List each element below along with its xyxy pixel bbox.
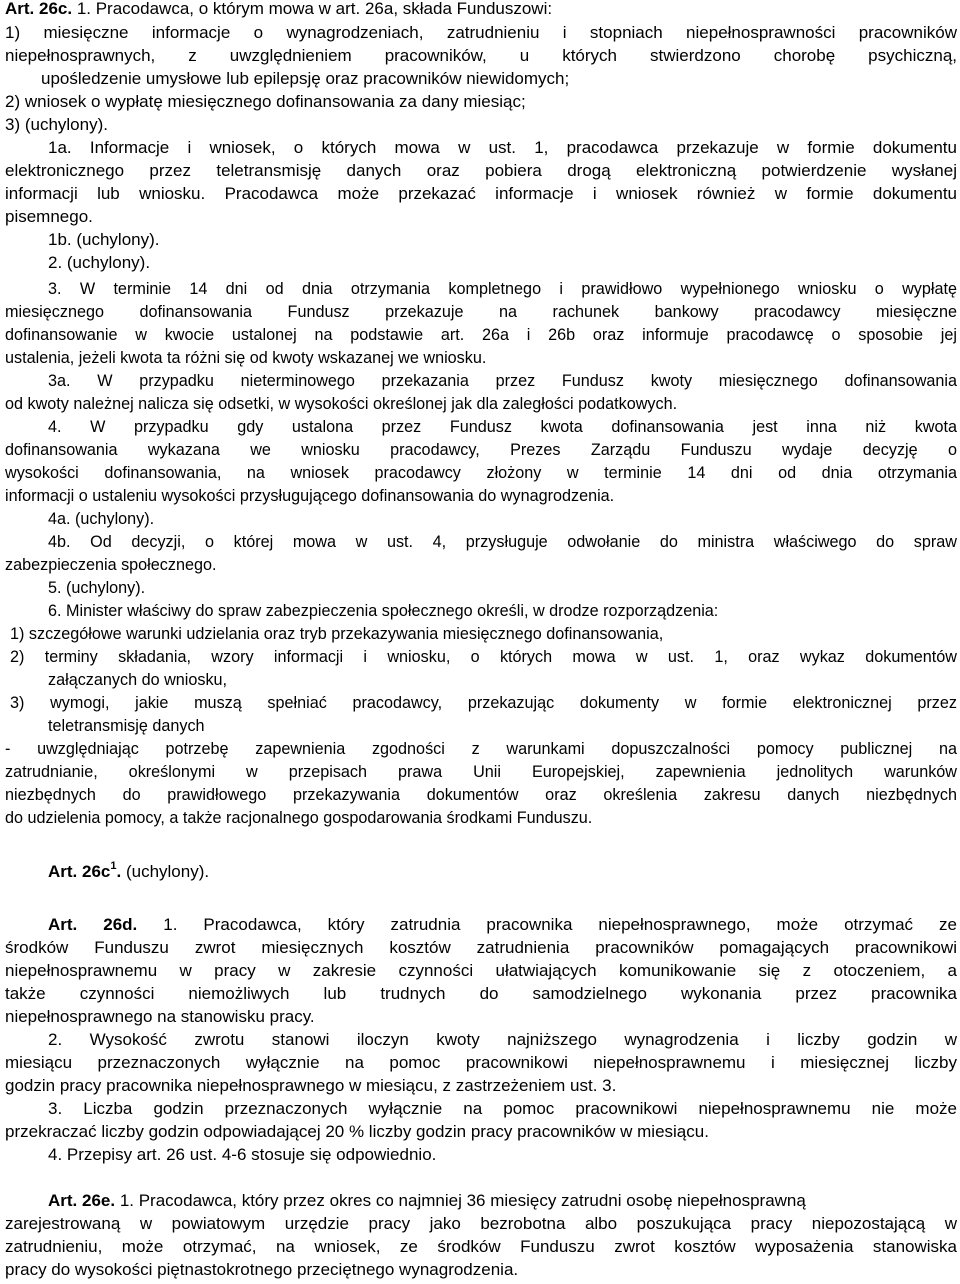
text-line: pracy do wysokości piętnastokrotnego przeciętnego wynagrodzenia.: [5, 1260, 519, 1279]
text-line: informacji o ustaleniu wysokości przysługującego dofinansowania do wynagrodzenia.: [5, 487, 615, 505]
text-line: 4a. (uchylony).: [48, 510, 155, 528]
text-line: niezbędnych do prawidłowego przekazywania dokumentów oraz określenia zakresu danych niezbędnych: [5, 786, 957, 804]
text-line: środków Funduszu zwrot miesięcznych kosztów zatrudnienia pracowników pomagających pracownikowi: [5, 938, 957, 957]
text-line: 4b. Od decyzji, o której mowa w ust. 4, przysługuje odwołanie do ministra właściwego do spraw: [48, 533, 957, 551]
text-line: niepełnosprawnemu w pracy w zakresie czynności ułatwiających komunikowanie się z otoczeniem, a: [5, 961, 957, 980]
text-line: miesiącu przeznaczonych wyłącznie na pomoc pracownikowi niepełnosprawnemu i miesięcznej liczby: [5, 1053, 957, 1072]
text-line: 4. W przypadku gdy ustalona przez Fundusz kwota dofinansowania jest inna niż kwota: [48, 418, 957, 436]
text-line: zarejestrowaną w powiatowym urzędzie pracy jako bezrobotna albo poszukująca pracy niepozostającą w: [5, 1214, 957, 1233]
text-line: ustalenia, jeżeli kwota ta różni się od kwoty wskazanej we wniosku.: [5, 349, 487, 367]
text-run: (uchylony).: [121, 862, 210, 881]
text-line: od kwoty należnej nalicza się odsetki, w wysokości określonej jak dla zaległości podatkowych.: [5, 395, 678, 413]
text-line: godzin pracy pracownika niepełnosprawnego w miesiącu, z zastrzeżeniem ust. 3.: [5, 1076, 617, 1095]
text-line: 1) szczegółowe warunki udzielania oraz tryb przekazywania miesięcznego dofinansowania,: [10, 625, 664, 643]
text-line: pisemnego.: [5, 207, 93, 226]
text-line: 2) wniosek o wypłatę miesięcznego dofinansowania za dany miesiąc;: [5, 92, 526, 111]
text-line: 4. Przepisy art. 26 ust. 4-6 stosuje się odpowiednio.: [48, 1145, 437, 1164]
article-heading: Art. 26c.: [5, 0, 73, 18]
text-line: elektronicznego przez teletransmisję danych oraz pobiera drogą elektroniczną potwierdzenie wysłanej: [5, 161, 957, 180]
text-run: Art. 26c: [48, 862, 111, 881]
text-line: niepełnosprawnego na stanowisku pracy.: [5, 1007, 315, 1026]
text-line: przekraczać liczby godzin odpowiadającej 20 % liczby godzin pracy pracowników w miesiącu.: [5, 1122, 709, 1141]
text-line: 3. Liczba godzin przeznaczonych wyłącznie na pomoc pracownikowi niepełnosprawnemu nie może: [48, 1099, 957, 1118]
text-run: 1. Pracodawca, o którym mowa w art. 26a, składa Funduszowi:: [72, 0, 553, 18]
text-line: niepełnosprawnych, z uwzględnieniem pracowników, u których stwierdzono chorobę psychiczną,: [5, 46, 957, 65]
text-run: .: [116, 862, 122, 881]
text-line: załączanych do wniosku,: [48, 671, 228, 689]
text-line: także czynności niemożliwych lub trudnych do samodzielnego wykonania przez pracownika: [5, 984, 957, 1003]
text-line: dofinansowania wykazana we wniosku pracodawcy, Prezes Zarządu Funduszu wydaje decyzję o: [5, 441, 957, 459]
text-line: 3a. W przypadku nieterminowego przekazania przez Fundusz kwoty miesięcznego dofinansowania: [48, 372, 957, 390]
article-heading: Art. 26e.: [48, 1191, 116, 1210]
text-line: 2) terminy składania, wzory informacji i wniosku, o których mowa w ust. 1, oraz wykaz dokumentów: [10, 648, 957, 666]
article-heading: [48, 862, 121, 881]
text-line: 5. (uchylony).: [48, 579, 146, 597]
art-26d-line-1: [48, 913, 957, 937]
text-line: 1a. Informacje i wniosek, o których mowa w ust. 1, pracodawca przekazuje w formie dokumentu: [48, 138, 957, 157]
text-line: 1) miesięczne informacje o wynagrodzeniach, zatrudnieniu i stopniach niepełnosprawności pracowników: [5, 23, 957, 42]
text-line: 2. Wysokość zwrotu stanowi iloczyn kwoty najniższego wynagrodzenia i liczby godzin w: [48, 1030, 957, 1049]
text-line: upośledzenie umysłowe lub epilepsję oraz pracowników niewidomych;: [41, 69, 570, 88]
text-line: 2. (uchylony).: [48, 253, 151, 272]
text-line: miesięcznego dofinansowania Fundusz przekazuje na rachunek bankowy pracodawcy miesięczne: [5, 303, 957, 321]
art-26c-line-1: [5, 0, 552, 21]
article-heading: Art. 26d.: [48, 915, 138, 934]
text-line: zabezpieczenia społecznego.: [5, 556, 217, 574]
art-26c1-line: [48, 860, 209, 884]
text-line: wysokości dofinansowania, na wniosek pracodawcy złożony w terminie 14 dni od dnia otrzymania: [5, 464, 957, 482]
text-run: 1. Pracodawca, który zatrudnia pracownika niepełnosprawnego, może otrzymać ze: [137, 915, 957, 934]
text-line: 6. Minister właściwy do spraw zabezpieczenia społecznego określi, w drodze rozporządzenia:: [48, 602, 719, 620]
text-line: zatrudnianie, określonymi w przepisach prawa Unii Europejskiej, zapewnienia jednolitych warunków: [5, 763, 957, 781]
superscript: 1: [110, 860, 117, 873]
text-line: 3) (uchylony).: [5, 115, 108, 134]
text-line: - uwzględniając potrzebę zapewnienia zgodności z warunkami dopuszczalności pomocy publicznej na: [5, 740, 957, 758]
text-line: dofinansowanie w kwocie ustalonej na podstawie art. 26a i 26b oraz informuje pracodawcę o sposobie jej: [5, 326, 957, 344]
text-line: teletransmisję danych: [48, 717, 205, 735]
text-line: 3. W terminie 14 dni od dnia otrzymania kompletnego i prawidłowo wypełnionego wniosku o wypłatę: [48, 280, 957, 298]
text-line: 3) wymogi, jakie muszą spełniać pracodawcy, przekazując dokumenty w formie elektronicznej przez: [10, 694, 957, 712]
art-26e-line-1: [48, 1189, 806, 1213]
text-line: zatrudnieniu, może otrzymać, na wniosek, ze środków Funduszu zwrot kosztów wyposażenia stanowiska: [5, 1237, 957, 1256]
text-line: informacji lub wniosku. Pracodawca może przekazać informacje i wniosek również w formie dokumentu: [5, 184, 957, 203]
text-line: 1b. (uchylony).: [48, 230, 160, 249]
text-run: 1. Pracodawca, który przez okres co najmniej 36 miesięcy zatrudni osobę niepełnosprawną: [115, 1191, 806, 1210]
text-line: do udzielenia pomocy, a także racjonalnego gospodarowania środkami Funduszu.: [5, 809, 593, 827]
